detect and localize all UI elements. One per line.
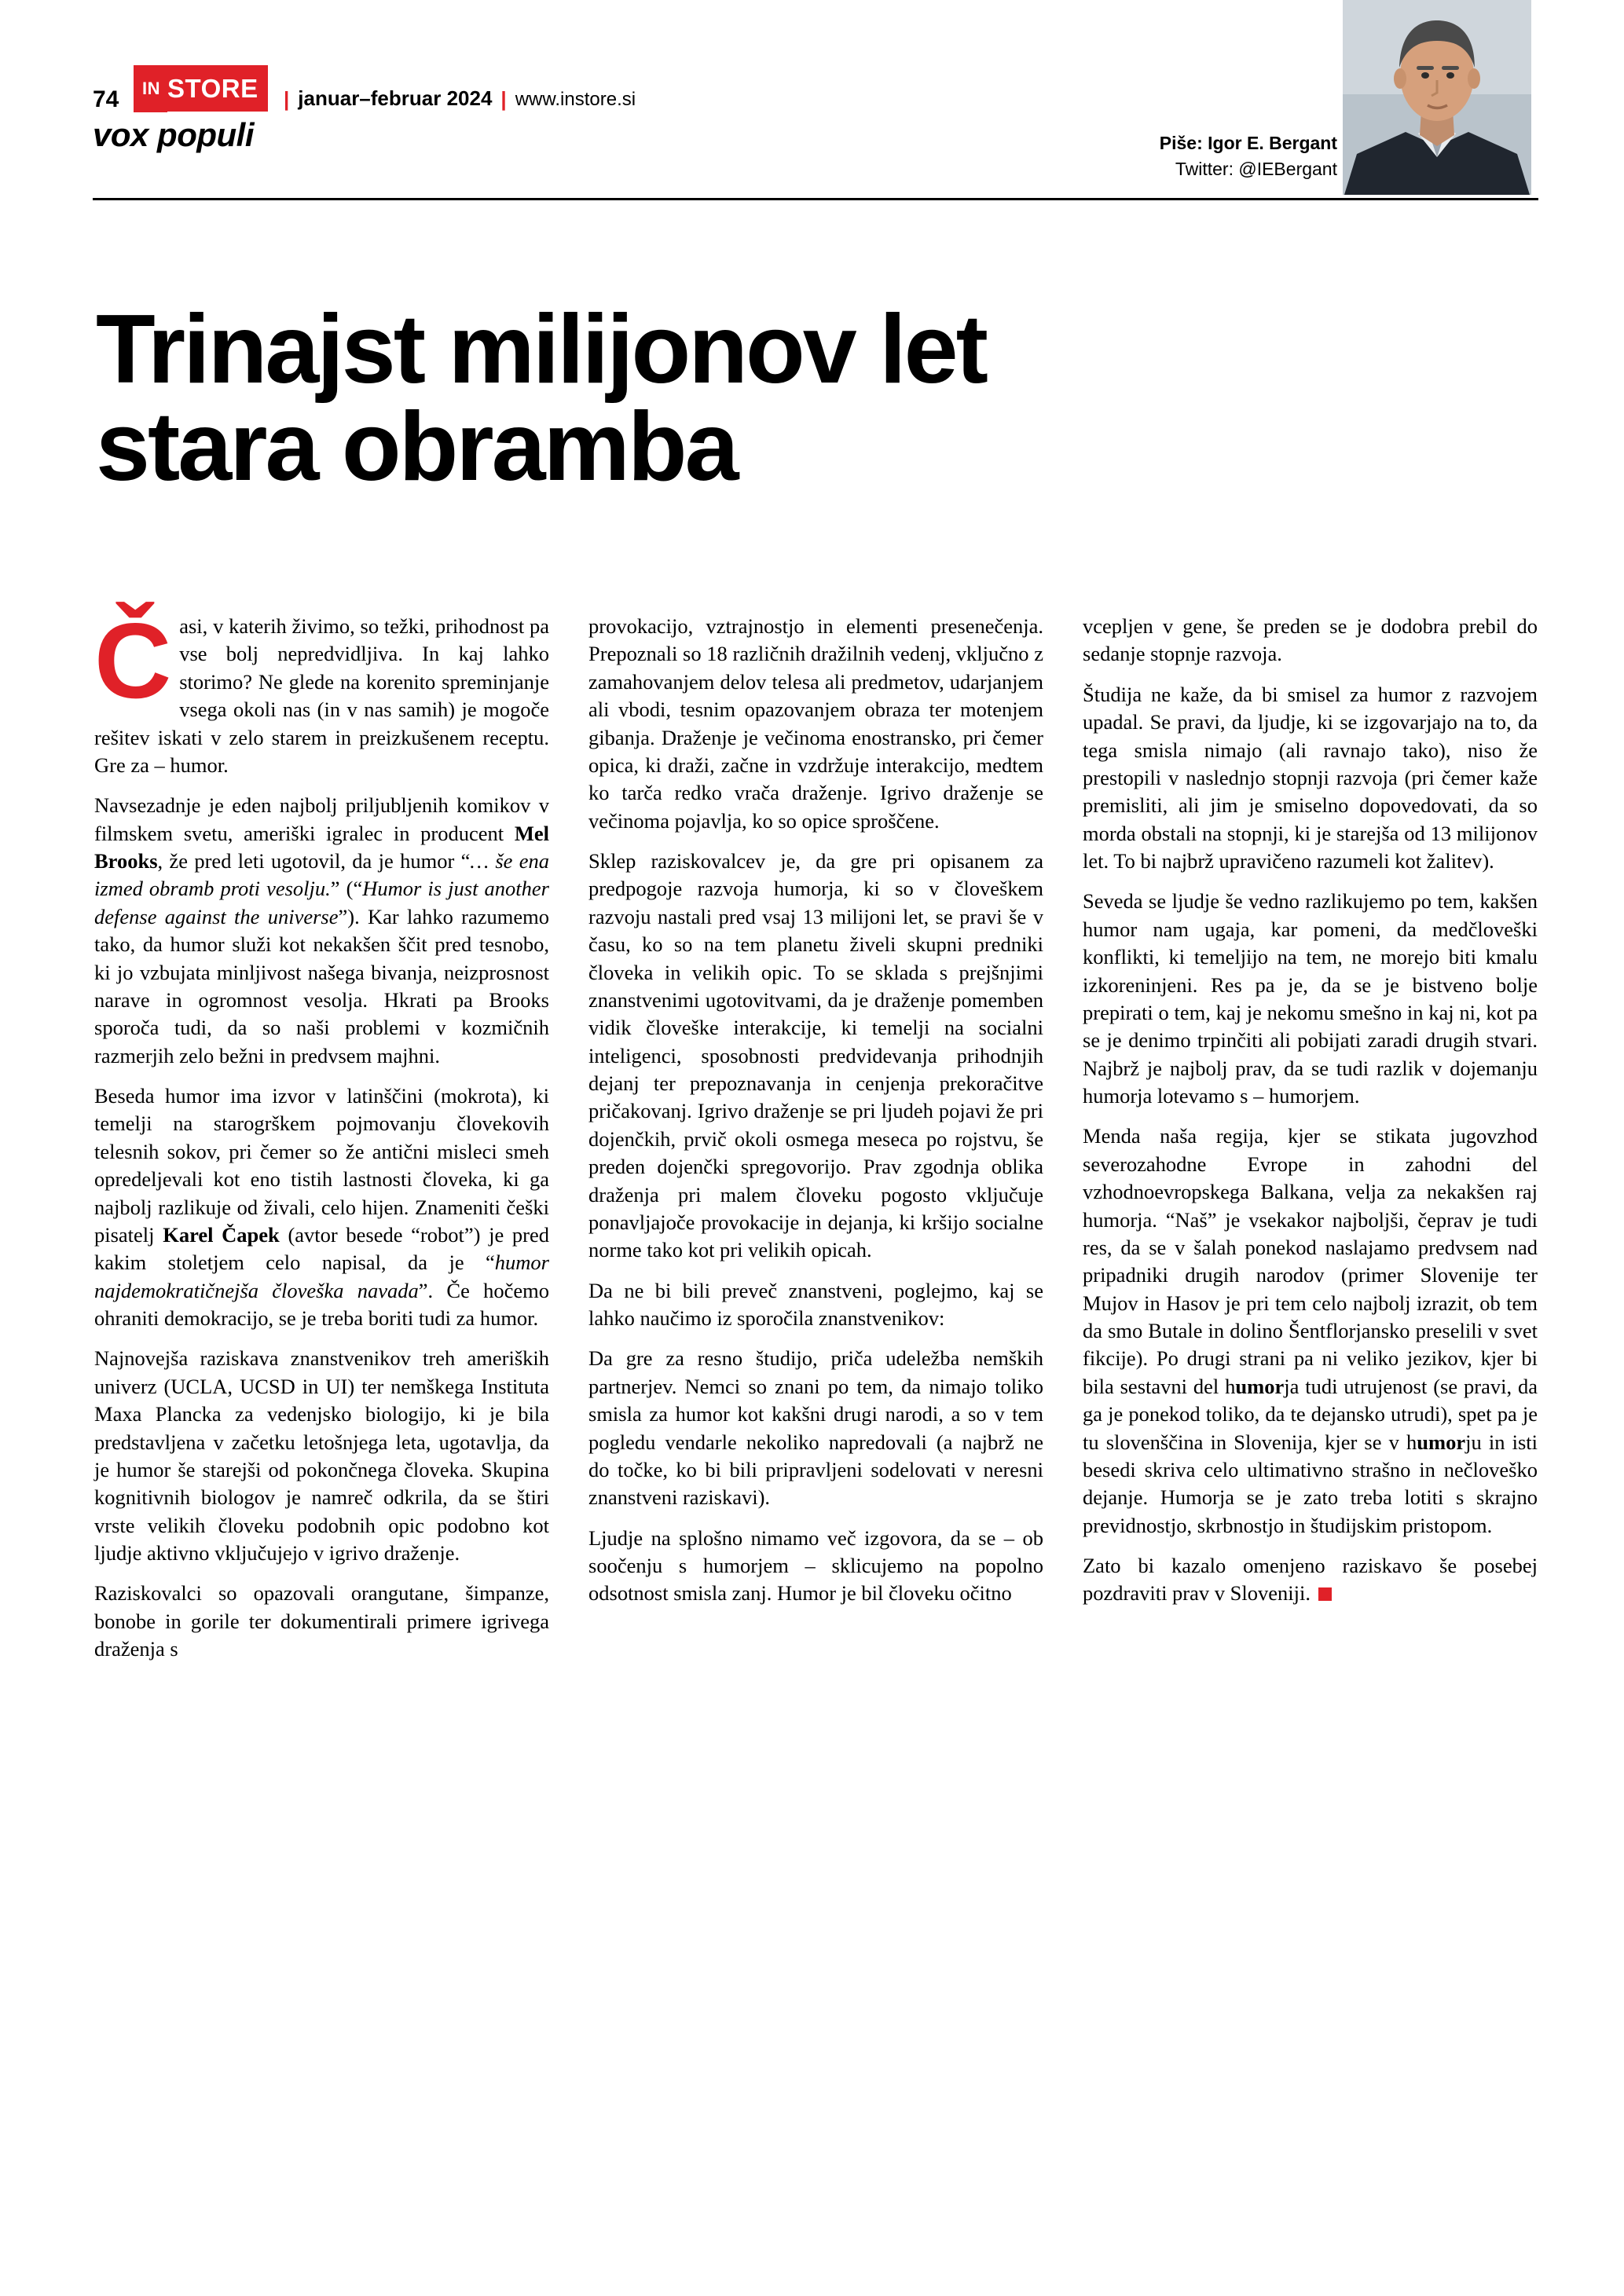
paragraph: Ljudje na splošno nimamo več izgovora, da se – ob soočenju s humorjem – sklicujemo na popolno odsotnost smisla zanj. Humor je bil človeku očitno: [588, 1525, 1043, 1606]
paragraph: Da ne bi bili preveč znanstveni, poglejmo, kaj se lahko naučimo iz sporočila znanstvenikov:: [588, 1278, 1043, 1330]
paragraph: [94, 601, 549, 779]
paragraph: Beseda humor ima izvor v latinščini (mokrota), ki temelji na starogrškem pojmovanju človekovih telesnih sokov, pri čemer so že antični misleci smeh opredeljevali kot eno tistih lastnosti človeka, ki ga najbolj razlikuje od živali, celo hijen. Znameniti češki pisatelj Karel Čapek (avtor besede “robot”) je pred kakim stoletjem celo napisal, da je “humor najdemokratičnejša človeška navada”. Če hočemo ohraniti demokracijo, se je treba boriti tudi za humor.: [94, 1084, 550, 1330]
end-mark: [1318, 1587, 1332, 1601]
paragraph: vcepljen v gene, še preden se je dodobra prebil do sedanje stopnje razvoja.: [1083, 614, 1538, 666]
byline-twitter: Twitter: @IEBergant: [1175, 159, 1337, 180]
column-1: [94, 601, 550, 2231]
paragraph: Študija ne kaže, da bi smisel za humor z razvojem upadal. Se pravi, da ljudje, ki se izgovarjajo na to, da tega smisla nimajo (ali ravnajo tako), niso že prestopili v naslednjo stopnji razvoja (pri čemer kaže premisliti, ali jim je smiselno dopovedovati, da so morda obstali na stopnji, ki je starejša od 13 milijonov let. To bi najbrž upravičeno razumeli kot žalitev).: [1083, 682, 1538, 873]
masthead: [93, 57, 1538, 127]
column-2: [588, 613, 1043, 2231]
paragraph: Najnovejša raziskava znanstvenikov treh ameriških univerz (UCLA, UCSD in UI) ter nemškega Instituta Maxa Plancka za vedenjsko biologijo, ki je bila predstavljena v začetku letošnjega leta, ugotavlja, da je humor še starejši od pokončnega človeka. Skupina kognitivnih biologov je namreč odkrila, da se štiri vrste velikih človeku podobnih opic podobno kot ljudje aktivno vključujejo v igrivo draženje.: [94, 1346, 549, 1565]
masthead-url: www.instore.si: [515, 89, 636, 110]
logo-store-text: STORE: [167, 65, 268, 112]
paragraph-text: asi, v katerih živimo, so težki, prihodnost pa vse bolj nepredvidljiva. In kaj lahko storimo? Ne glede na korenito spreminjanje vsega okoli nas (in v nas samih) je mogoče rešitev iskati v zelo starem in preizkušenem receptu. Gre za – humor.: [94, 614, 549, 777]
headline-line-1: Trinajst milijonov let: [96, 295, 986, 405]
paragraph: provokacijo, vztrajnostjo in elementi presenečenja. Prepoznali so 18 različnih dražilnih vedenj, vključno z zamahovanjem delov telesa ali predmetov, udarjanjem ali vbodi, tesnim opazovanjem obraza ter motenjem gibanja. Draženje je večinoma enostransko, pri čemer opica, ki draži, začne in vzdržuje interakcijo, medtem ko tarča redko vrača draženje. Igrivo draženje se večinoma pojavlja, ko so opice sproščene.: [588, 614, 1043, 833]
paragraph: Seveda se ljudje še vedno razlikujemo po tem, kakšen humor nam ugaja, kar pomeni, da medčloveški konflikti, ki temeljijo na tem, ne morejo biti kmalu izkoreninjeni. Res pa je, da se je bistveno bolje prepirati o tem, kaj je nekomu smešno in kaj ni, kot pa se je denimo trpinčiti ali pobijati zaradi drugih stvari. Najbrž je najbolj prav, da se tudi razlik v dojemanju humorja lotevamo s – humorjem.: [1083, 889, 1538, 1108]
instore-logo: [134, 66, 268, 111]
paragraph-final: [1083, 1552, 1538, 1608]
headline-line-2: stara obramba: [96, 393, 737, 502]
byline-author: Piše: Igor E. Bergant: [1159, 133, 1337, 153]
page-number: 74: [93, 86, 119, 112]
drop-cap: Č: [94, 601, 172, 720]
paragraph: Menda naša regija, kjer se stikata jugovzhod severozahodne Evrope in zahodni del vzhodnoevropskega Balkana, velja za nekakšen raj humorja. “Naš” je vsekakor najboljši, čeprav je tudi res, da se v šalah ponekod naslajamo predvsem nad pripadniki drugih narodov (primer Slovenije ter Mujov in Hasov je pri tem celo najbolj izrazit, ob tem da smo Butale in dolino Šentflorjansko preselili v svet fikcije). Po drugi strani pa ni veliko jezikov, kjer bi bila sestavni del humorja tudi utrujenost (se pravi, da ga je ponekod toliko, da te dejansko utrudi), spet pa je tu slovenščina in Slovenija, kjer se v humorju in isti besedi skriva celo ultimativno strašno in nečloveško dejanje. Humorja se je zato treba lotiti s skrajno previdnostjo, skrbnostjo in študijskim pristopom.: [1083, 1124, 1538, 1537]
article-body: [94, 601, 1538, 2231]
paragraph: Navsezadnje je eden najbolj priljubljenih komikov v filmskem svetu, ameriški igralec in producent Mel Brooks, že pred leti ugotovil, da je humor “… še ena izmed obramb proti vesolju.” (“Humor is just another defense against the universe”). Kar lahko razumemo tako, da humor služi kot nekakšen ščit pred tesnobo, ki jo vzbujata minljivost našega bivanja, neizprosnost narave in ogromnost vesolja. Hkrati pa Brooks sporoča tudi, da so naši problemi v kozmičnih razmerjih zelo bežni in predvsem majhni.: [94, 793, 549, 1067]
page-title: [96, 295, 1510, 502]
paragraph: Raziskovalci so opazovali orangutane, šimpanze, bonobe in gorile ter dokumentirali primere igrivega draženja s: [94, 1581, 549, 1661]
paragraph: Da gre za resno študijo, priča udeležba nemških partnerjev. Nemci so znani po tem, da nimajo toliko smisla za humor kot kakšni drugi narodi, a so v tem pogledu vendarle nekoliko napredovali (a najbrž ne do točke, ko bi bili pripravljeni sodelovati v neresni znanstveni raziskavi).: [588, 1346, 1043, 1510]
header-divider: [93, 198, 1538, 200]
masthead-separator-2: |: [500, 87, 507, 111]
masthead-info: [275, 86, 636, 111]
paragraph: Sklep raziskovalcev je, da gre pri opisanem za predpogoje razvoja humorja, ki so v človeškem razvoju nastali pred vsaj 13 milijoni let, se pravi še v času, ko so na tem planetu živeli skupni predniki človeka in velikih opic. To se sklada s prejšnjimi znanstvenimi ugotovitvami, da je draženje pomemben vidik človeške interakcije, ki temelji na socialni inteligenci, sposobnosti predvidevanja prihodnjih dejanj ter prepoznavanja in cenjenja prekoračitve pričakovanj. Igrivo draženje se pri ljudeh pojavi že pri dojenčkih, prvič okoli osmega meseca po rojstvu, še preden dojenčki spregovorijo. Prav zgodnja oblika draženja pri malem človeku pogosto vključuje ponavljajoče provokacije in dejanja, ki kršijo socialne norme tako kot pri velikih opicah.: [588, 849, 1043, 1262]
author-photo: [1343, 0, 1531, 195]
paragraph-text: Zato bi kazalo omenjeno raziskavo še posebej pozdraviti prav v Sloveniji.: [1083, 1554, 1538, 1606]
section-title: vox populi: [93, 116, 254, 153]
masthead-separator-1: |: [284, 87, 290, 111]
column-3: [1083, 613, 1538, 2231]
logo-in-text: IN: [134, 65, 167, 112]
masthead-issue: januar–februar 2024: [298, 86, 493, 110]
byline: [1160, 130, 1337, 183]
